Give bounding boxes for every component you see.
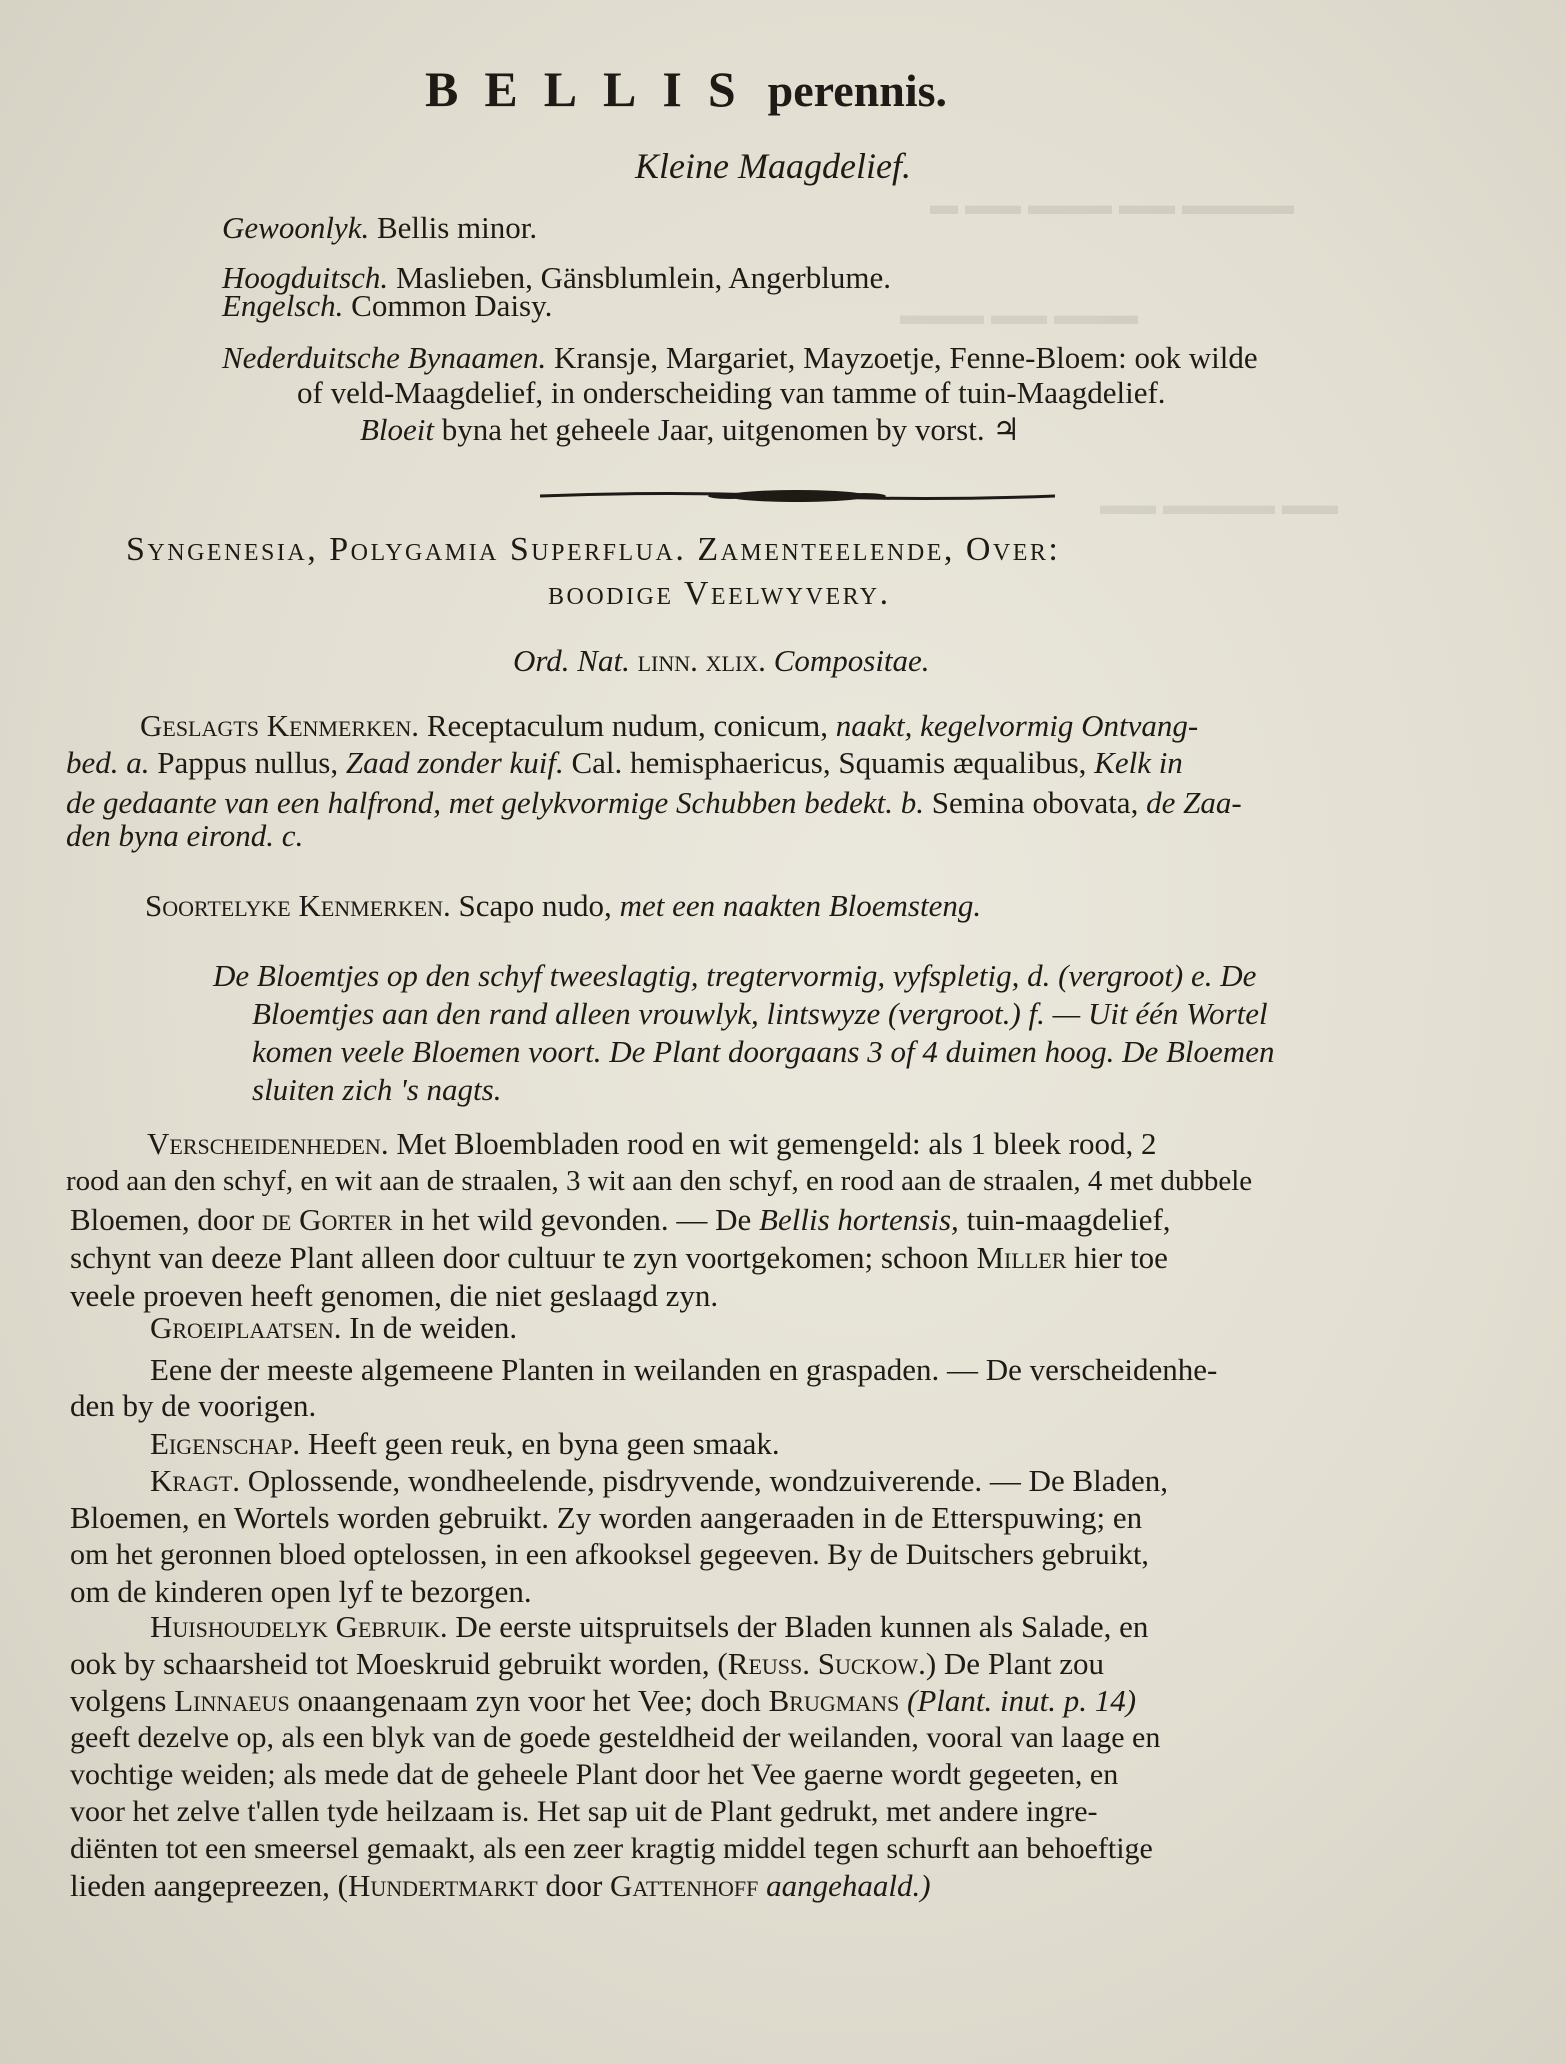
- genus-characters-line: [140, 708, 1566, 744]
- text: de Gorter: [262, 1202, 393, 1237]
- domestic-use-line: [70, 1646, 1566, 1682]
- section-heading: Verscheidenheden.: [147, 1126, 389, 1161]
- ornamental-divider: [540, 488, 1055, 504]
- bloom-text: byna het geheele Jaar, uitgenomen by vorst. ♃: [434, 412, 1021, 447]
- domestic-use-line: [150, 1609, 1566, 1645]
- text: lieden aangepreezen, (: [70, 1868, 348, 1903]
- description-line: komen veele Bloemen voort. De Plant doorgaans 3 of 4 duimen hoog. De Bloemen: [252, 1034, 1275, 1069]
- section-heading: Eigenschap.: [150, 1426, 301, 1461]
- text: Met Bloembladen rood en wit gemengeld: als 1 bleek rood, 2: [388, 1126, 1157, 1161]
- name-text: Kransje, Margariet, Mayzoetje, Fenne-Bloem: ook wilde: [546, 340, 1258, 375]
- section-heading: Kragt.: [150, 1463, 241, 1498]
- varieties-line: rood aan den schyf, en wit aan de straalen, 3 wit aan den schyf, en rood aan de straalen, 4 met dubbele: [66, 1165, 1253, 1197]
- bleed-through-text: ▬ ▬▬ ▬▬▬ ▬▬ ▬▬▬▬: [930, 190, 1294, 221]
- text: in het wild gevonden. — De: [392, 1202, 760, 1237]
- property-line: [150, 1426, 1566, 1462]
- virtue-line: [150, 1463, 1566, 1499]
- habitat-line: [150, 1310, 1566, 1346]
- text: door: [537, 1868, 611, 1903]
- section-heading: Huishoudelyk Gebruik.: [150, 1609, 448, 1644]
- text: ) De Plant zou: [925, 1646, 1105, 1681]
- text: aangehaald.): [758, 1868, 931, 1903]
- name-language: Gewoonlyk.: [222, 210, 370, 245]
- text: Kelk in: [1094, 745, 1183, 780]
- name-text: Bellis minor.: [369, 210, 538, 245]
- ord-reference: linn. xlix.: [629, 643, 774, 678]
- name-language: Hoogduitsch.: [222, 260, 389, 295]
- bloom-label: Bloeit: [360, 412, 435, 447]
- section-heading: Soortelyke Kenmerken.: [145, 888, 451, 923]
- name-text: Maslieben, Gänsblumlein, Angerblume.: [388, 260, 891, 295]
- virtue-line: om de kinderen open lyf te bezorgen.: [70, 1574, 532, 1609]
- virtue-line: Bloemen, en Wortels worden gebruikt. Zy worden aangeraaden in de Etterspuwing; en: [70, 1500, 1143, 1535]
- text: Scapo nudo,: [450, 888, 620, 923]
- name-language: Nederduitsche Bynaamen.: [222, 340, 547, 375]
- text: volgens: [70, 1683, 175, 1718]
- description-line: Bloemtjes aan den rand alleen vrouwlyk, lintswyze (vergroot.) f. — Uit één Wortel: [252, 996, 1268, 1031]
- text: De eerste uitspruitsels der Bladen kunnen als Salade, en: [447, 1609, 1149, 1644]
- text: Zaad zonder kuif.: [345, 745, 564, 780]
- text: Cal. hemisphaericus, Squamis æqualibus,: [563, 745, 1095, 780]
- text: Oplossende, wondheelende, pisdryvende, wondzuiverende. — De Bladen,: [240, 1463, 1169, 1498]
- text: schynt van deeze Plant alleen door cultuur te zyn voortgekomen; schoon: [70, 1240, 977, 1275]
- text: (Plant. inut. p. 14): [899, 1683, 1137, 1718]
- name-language: Engelsch.: [222, 288, 344, 323]
- genus-name: BELLIS: [425, 61, 762, 117]
- domestic-use-line: geeft dezelve op, als een blyk van de goede gesteldheid der weilanden, vooral van laage en: [70, 1721, 1161, 1754]
- ord-family: Compositae.: [773, 643, 930, 678]
- name-line: [222, 288, 1566, 324]
- bleed-through-text: ▬▬ ▬▬▬▬ ▬▬: [1100, 490, 1338, 521]
- virtue-line: om het geronnen bloed optelossen, in een afkooksel gegeeven. By de Duitschers gebruikt,: [70, 1538, 1149, 1571]
- text: Semina obovata,: [923, 785, 1147, 820]
- domestic-use-line: [70, 1683, 1566, 1719]
- text: Reuss. Suckow.: [727, 1646, 926, 1681]
- text: bed. a.: [66, 745, 150, 780]
- text: de Zaa-: [1146, 785, 1242, 820]
- description-line: De Bloemtjes op den schyf tweeslagtig, tregtervormig, vyfspletig, d. (vergroot) e. De: [213, 958, 1257, 993]
- genus-characters-line: den byna eirond. c.: [66, 818, 304, 853]
- varieties-line: [70, 1202, 1566, 1238]
- text: hier toe: [1066, 1240, 1168, 1275]
- text: Bloemen, door: [70, 1202, 262, 1237]
- text: tuin-maagdelief,: [958, 1202, 1171, 1237]
- domestic-use-line: vochtige weiden; als mede dat de geheele Plant door het Vee gaerne wordt gegeeten, en: [70, 1758, 1119, 1791]
- habitat-line: Eene der meeste algemeene Planten in weilanden en graspaden. — De verscheidenhe-: [150, 1352, 1218, 1387]
- species-characters-line: [145, 888, 1566, 924]
- bloom-line: [360, 412, 1566, 448]
- domestic-use-line: voor het zelve t'allen tyde heilzaam is. Het sap uit de Plant gedrukt, met andere ingre-: [70, 1795, 1098, 1828]
- name-line: [222, 210, 1566, 246]
- text: Gattenhoff: [610, 1868, 759, 1903]
- text: ook by schaarsheid tot Moeskruid gebruikt worden, (: [70, 1646, 728, 1681]
- natural-order: [513, 643, 1566, 679]
- text: Brugmans: [768, 1683, 900, 1718]
- name-text: Common Daisy.: [343, 288, 553, 323]
- common-name: Kleine Maagdelief.: [635, 146, 911, 186]
- text: Pappus nullus,: [149, 745, 346, 780]
- habitat-line: den by de voorigen.: [70, 1388, 317, 1423]
- text: In de weiden.: [341, 1310, 518, 1345]
- name-line: [222, 340, 1566, 376]
- section-heading: Groeiplaatsen.: [150, 1310, 342, 1345]
- text: Linnaeus: [174, 1683, 290, 1718]
- text: Bellis hortensis,: [759, 1202, 959, 1237]
- section-heading: Geslagts Kenmerken.: [140, 708, 420, 743]
- classification-line: boodige Veelwyvery.: [548, 575, 891, 612]
- genus-characters-line: [66, 785, 1566, 821]
- species-name: perennis.: [767, 65, 948, 116]
- text: Miller: [976, 1240, 1067, 1275]
- varieties-line: [70, 1240, 1566, 1276]
- text: met een naakten Bloemsteng.: [619, 888, 982, 923]
- classification-line: Syngenesia, Polygamia Superflua. Zamenteelende, Over:: [126, 531, 1061, 568]
- ord-label: Ord. Nat.: [513, 643, 630, 678]
- text: de gedaante van een halfrond, met gelykvormige Schubben bedekt. b.: [66, 785, 924, 820]
- description-line: sluiten zich 's nagts.: [252, 1072, 502, 1107]
- page-title: [425, 60, 947, 118]
- genus-characters-line: [66, 745, 1566, 781]
- bleed-through-text: ▬▬▬ ▬▬ ▬▬▬: [900, 300, 1138, 331]
- text: naakt, kegelvormig Ontvang-: [835, 708, 1199, 743]
- text: Receptaculum nudum, conicum,: [419, 708, 836, 743]
- text: onaangenaam zyn voor het Vee; doch: [289, 1683, 769, 1718]
- text: Heeft geen reuk, en byna geen smaak.: [300, 1426, 780, 1461]
- varieties-line: veele proeven heeft genomen, die niet geslaagd zyn.: [70, 1278, 719, 1313]
- names-continuation: of veld-Maagdelief, in onderscheiding van tamme of tuin-Maagdelief.: [297, 375, 1166, 410]
- varieties-line: [147, 1126, 1566, 1162]
- domestic-use-line: [70, 1868, 1566, 1904]
- text: Hundertmarkt: [347, 1868, 538, 1903]
- domestic-use-line: diënten tot een smeersel gemaakt, als een zeer kragtig middel tegen schurft aan behoeftige: [70, 1832, 1153, 1865]
